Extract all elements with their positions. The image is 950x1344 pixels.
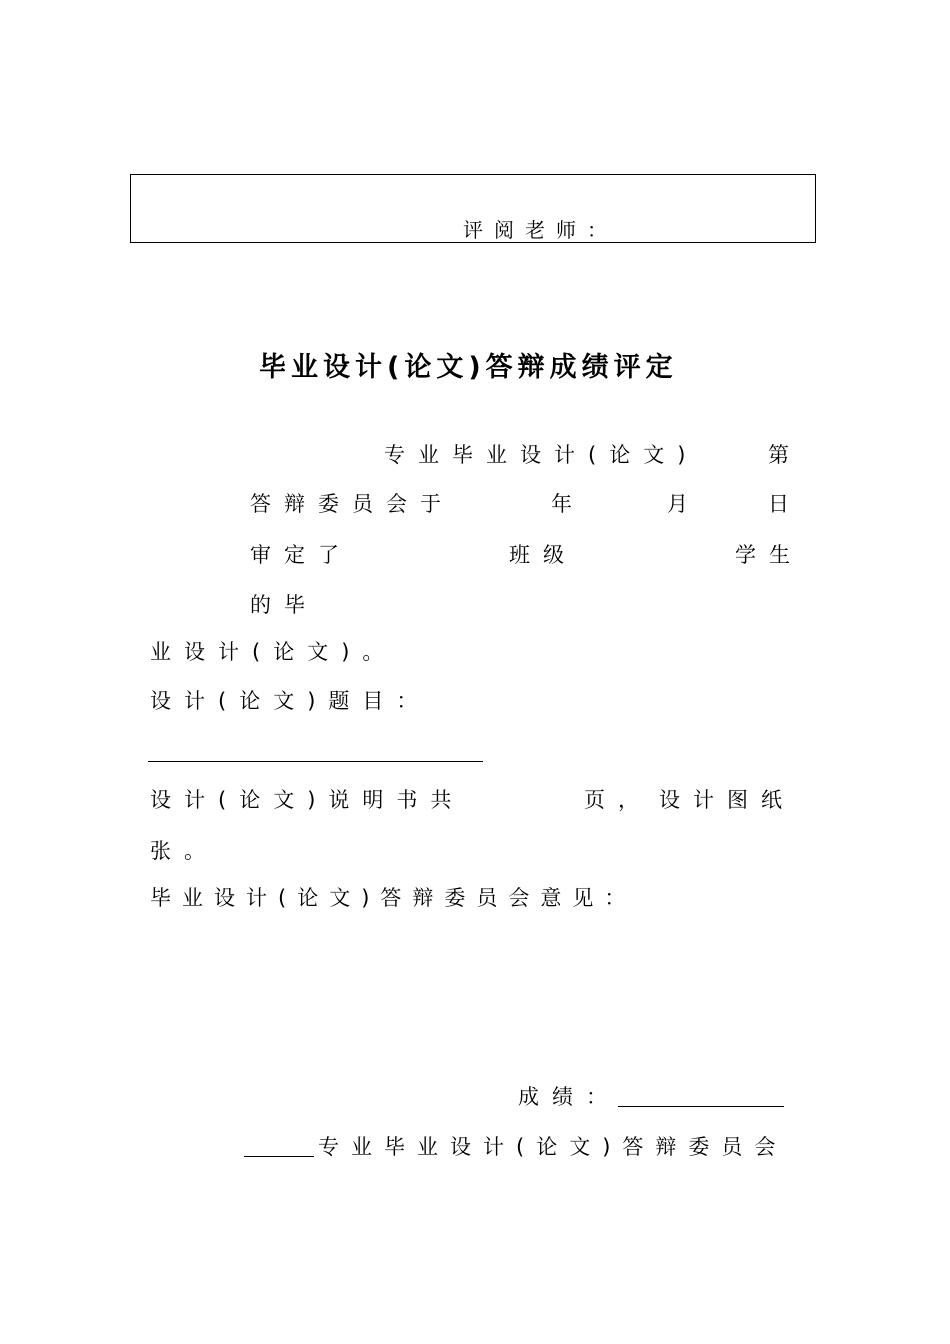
day-label: 日 xyxy=(768,492,802,516)
class-label: 班级 xyxy=(509,543,577,567)
year-label: 年 xyxy=(551,492,585,516)
pages-unit-text: 页， xyxy=(584,788,652,812)
grade-label: 成绩： xyxy=(518,1085,620,1109)
design-thesis-text: 业设计(论文)。 xyxy=(150,640,397,664)
ordinal-text: 第 xyxy=(768,443,802,467)
topic-underline xyxy=(148,761,483,762)
major-suffix-text: 专业毕业设计(论文) xyxy=(384,443,699,467)
approved-text: 审定了 xyxy=(250,543,352,567)
opinion-label: 毕业设计(论文)答辩委员会意见： xyxy=(150,886,637,910)
drawings-text: 设计图纸 xyxy=(659,788,795,812)
month-label: 月 xyxy=(667,492,701,516)
of-text: 的毕 xyxy=(250,593,318,617)
page-title: 毕业设计(论文)答辩成绩评定 xyxy=(259,352,678,383)
student-label: 学生 xyxy=(735,543,803,567)
major-underline xyxy=(244,1156,314,1157)
committee-suffix-text: 专业毕业设计(论文)答辩委员会 xyxy=(318,1135,788,1159)
pages-prefix-text: 设计(论文)说明书共 xyxy=(150,788,465,812)
topic-label: 设计(论文)题目： xyxy=(150,689,431,713)
sheets-unit-text: 张。 xyxy=(150,839,218,863)
grade-underline xyxy=(618,1106,784,1107)
reviewer-label: 评阅老师： xyxy=(463,218,618,242)
committee-date-text: 答辩委员会于 xyxy=(250,492,454,516)
